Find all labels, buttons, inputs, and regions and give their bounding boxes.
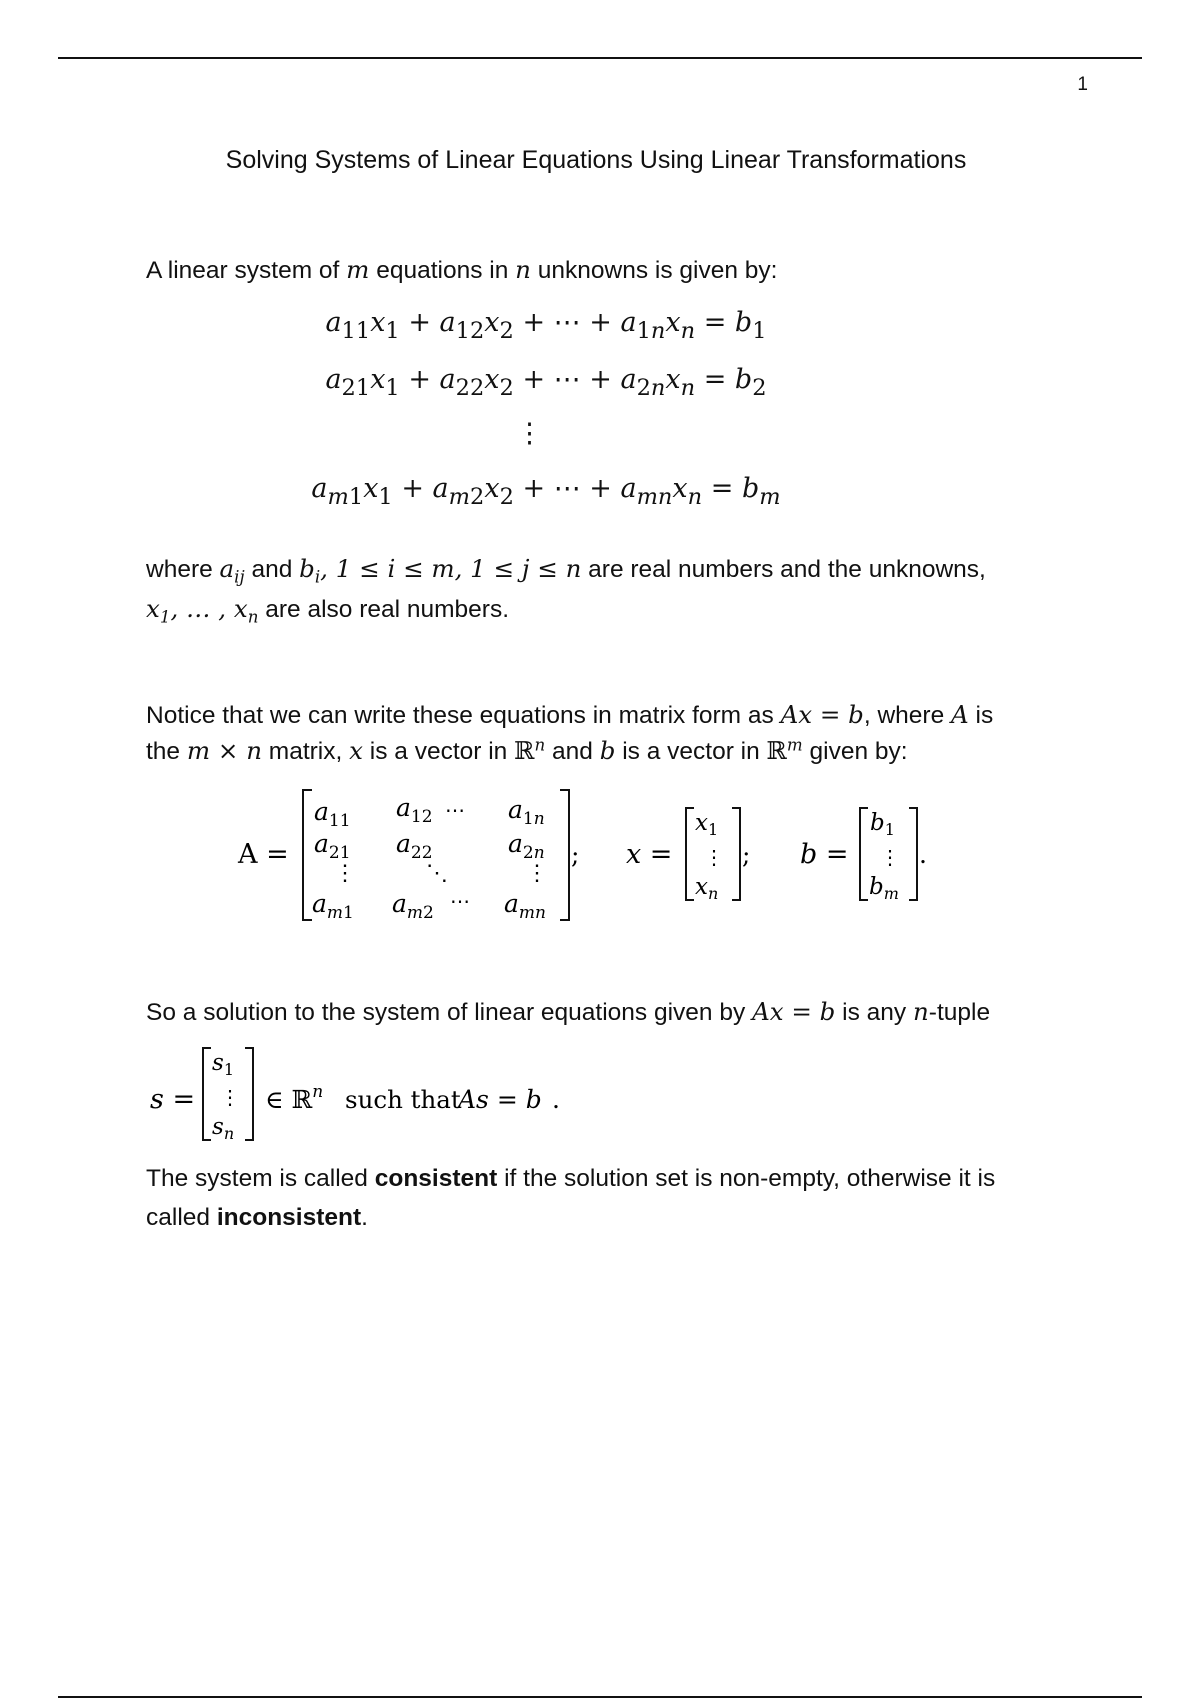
vector-x-semicolon: ;	[742, 840, 751, 869]
equation-row-2: $a_{21}x_1 + a_{22}x_2$ + ⋯ + $a_{2n}x_n = b_2$	[325, 364, 767, 402]
vector-x-left-bracket	[686, 808, 694, 900]
term-consistent: consistent	[374, 1165, 498, 1192]
matrix-A-semicolon: ;	[571, 840, 580, 869]
consistency-line-2: called inconsistent.	[146, 1204, 368, 1231]
svg-text:a2n: $a_2n$	[508, 829, 545, 863]
where-line-1: where $a_{ij}$ and $b_i$, 1 ≤ i ≤ m, 1 ≤ j ≤ n are real numbers and the unknowns,	[146, 554, 986, 587]
svg-text:amn: $a_{mn}$	[504, 889, 546, 923]
svg-text:sn: $s_n$	[212, 1114, 235, 1143]
vector-x-entries	[695, 810, 724, 903]
svg-text:x1: $x_1$	[695, 810, 719, 839]
bottom-rule	[58, 1696, 1142, 1698]
svg-text:a11: $a_{11}$	[314, 797, 351, 831]
term-inconsistent: inconsistent	[216, 1204, 362, 1231]
solution-vector-row	[140, 1036, 600, 1152]
vector-b-entries	[869, 810, 900, 903]
svg-text:⋮: ⋮	[526, 861, 548, 886]
svg-text:bm: $b_m$	[869, 874, 899, 903]
intro-paragraph: A linear system of m equations in n unknowns is given by:	[146, 255, 778, 284]
svg-text:a12: $a_{12}$	[396, 793, 433, 827]
vector-s-entries	[212, 1050, 240, 1143]
svg-text:s1: $s_1$	[212, 1050, 234, 1079]
document-title: Solving Systems of Linear Equations Using Linear Transformations	[225, 146, 967, 174]
matrix-A-right-bracket	[560, 790, 569, 920]
matrix-A-label: A =	[238, 839, 289, 870]
solution-line-1: So a solution to the system of linear equations given by Ax = b is any n-tuple	[146, 997, 991, 1026]
solution-period: .	[552, 1085, 560, 1114]
vector-b-left-bracket	[860, 808, 868, 900]
svg-text:⋯: ⋯	[450, 889, 470, 913]
vector-b-right-bracket	[909, 808, 917, 900]
svg-text:⋮: ⋮	[704, 845, 724, 869]
vector-x-right-bracket	[732, 808, 740, 900]
As-equals-b: As = b	[458, 1085, 542, 1114]
vector-b-period: .	[919, 840, 927, 869]
svg-text:⋮: ⋮	[880, 845, 900, 869]
in-R-symbol: ∈ ℝ$^n$	[265, 1082, 324, 1114]
where-line-2: $x_1$, … , $x_n$ are also real numbers.	[146, 594, 510, 627]
notice-line-1: Notice that we can write these equations in matrix form as Ax = b, where A is	[146, 700, 994, 729]
equation-vertical-dots: ⋮	[516, 418, 543, 449]
svg-text:⋱: ⋱	[426, 861, 448, 886]
svg-text:a1n: $a_1n$	[508, 795, 545, 829]
vector-s-right-bracket	[245, 1048, 253, 1140]
svg-text:am2: $a_m2$	[392, 889, 434, 923]
svg-text:am1: $a_m1$	[312, 889, 354, 923]
svg-text:a22: $a_{22}$	[396, 829, 433, 863]
svg-text:⋮: ⋮	[334, 861, 356, 886]
svg-text:⋮: ⋮	[220, 1085, 240, 1109]
vector-s-left-bracket	[203, 1048, 211, 1140]
page-number: 1	[1077, 74, 1088, 95]
svg-text:⋯: ⋯	[445, 798, 465, 822]
such-that-text: such that	[345, 1085, 461, 1114]
svg-text:xn: $x_n$	[695, 874, 719, 903]
matrix-definitions	[0, 780, 1200, 930]
matrix-A-left-bracket	[303, 790, 312, 920]
matrix-A-entries	[312, 793, 548, 923]
svg-text:a21: $a_{21}$	[314, 829, 351, 863]
equation-row-1: $a_{11}x_1 + a_{12}x_2$ + ⋯ + $a_{1n}x_n = b_1$	[325, 307, 767, 345]
top-rule	[58, 57, 1142, 59]
equation-row-m: $a_{m1}x_1 + a_{m2}x_2$ + ⋯ + $a_{mn}x_n = b_m$	[311, 473, 781, 511]
svg-text:b1: $b_1$	[870, 810, 895, 839]
vector-b-label: b =	[800, 839, 849, 870]
vector-s-label: s =	[150, 1084, 196, 1115]
notice-line-2: the m × n matrix, x is a vector in ℝ$^n$ and b is a vector in ℝ$^m$ given by:	[146, 735, 908, 765]
consistency-line-1: The system is called consistent if the solution set is non-empty, otherwise it is	[146, 1165, 996, 1192]
vector-x-label: x =	[626, 839, 673, 870]
